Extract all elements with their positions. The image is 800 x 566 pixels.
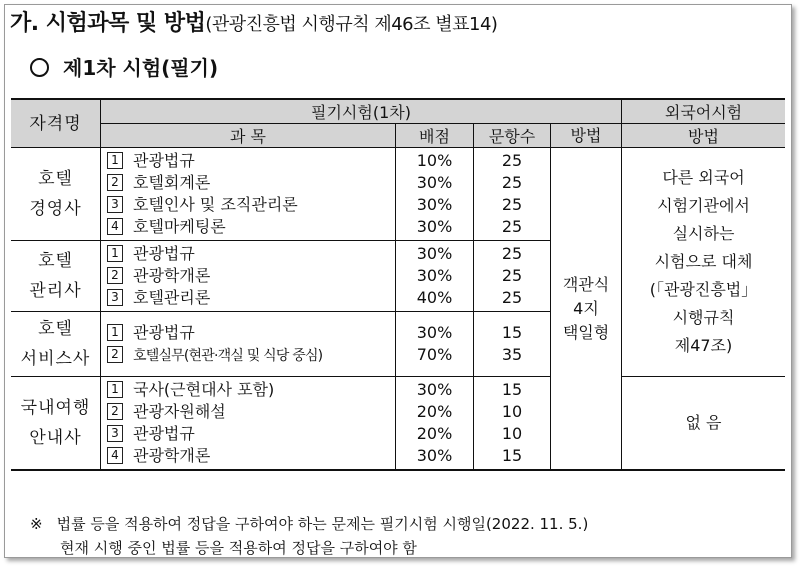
subject-item [107,265,395,287]
score-value: 10% [416,151,453,170]
score-value: 30% [416,217,453,236]
subject-item [107,243,395,265]
score-value: 70% [416,345,453,364]
header-foreign-exam: 외국어시험 [622,99,786,124]
count-list [474,148,551,241]
header-method: 방법 [551,124,622,148]
count-value: 15 [501,446,523,465]
method-cell [551,148,622,471]
score-value: 30% [416,380,453,399]
subject-item [107,445,395,467]
subject-number-box: 1 [107,381,123,398]
qualification-name-line: 서비스사 [20,349,91,369]
foreign-line: 시행규칙 [672,308,735,327]
subject-name: 호텔회계론 [133,173,211,192]
score-value: 30% [416,173,453,192]
score-list [396,312,474,377]
note-line-1: 법률 등을 적용하여 정답을 구하여야 하는 문제는 필기시험 시행일(2022. 11. 5.) [56,515,589,533]
qualification-name [11,148,101,241]
count-value: 25 [501,266,523,285]
subject-list [101,241,396,312]
foreign-none-cell: 없 음 [622,377,786,471]
score-value: 30% [416,244,453,263]
count-value: 10 [501,402,523,421]
header-written-exam: 필기시험(1차) [101,99,622,124]
qualification-name-line: 안내사 [29,428,82,448]
count-list [474,377,551,471]
count-value: 25 [501,173,523,192]
count-value: 15 [501,380,523,399]
note-mark: ※ [30,515,43,533]
score-value: 20% [416,424,453,443]
header-score: 배점 [396,124,474,148]
header-row-2 [11,124,785,148]
score-list [396,148,474,241]
subject-item [107,150,395,172]
count-value: 25 [501,151,523,170]
header-subject: 과 목 [101,124,396,148]
count-value: 35 [501,345,523,364]
subject-list [101,148,396,241]
subject-number-box: 3 [107,196,123,213]
subject-number-box: 2 [107,174,123,191]
note-line-2: 현재 시행 중인 법률 등을 적용하여 정답을 구하여야 함 [60,539,417,557]
subtitle-text: 제1차 시험(필기) [63,56,219,80]
subject-item [107,344,395,366]
foreign-line: (「관광진흥법」 [649,280,758,299]
header-foreign-method: 방법 [622,124,786,148]
subject-name: 관광자원해설 [133,402,226,421]
method-line: 객관식 [562,274,610,294]
qualification-name-line: 경영사 [29,199,82,219]
subject-item [107,322,395,344]
subject-name: 관광법규 [133,151,195,170]
qualification-name [11,312,101,377]
subject-item [107,216,395,238]
group-row [11,148,785,241]
qualification-name-line: 호텔 [38,169,73,189]
score-list [396,377,474,471]
title-source: (관광진흥법 시행규칙 제46조 별표14) [205,14,498,35]
count-list [474,241,551,312]
title-main: 가. 시험과목 및 방법 [10,11,206,36]
subject-number-box: 1 [107,245,123,262]
count-value: 25 [501,195,523,214]
subject-name: 관광법규 [133,424,195,443]
foreign-line: 시험으로 대체 [654,252,753,271]
subject-list [101,312,396,377]
foreign-line: 제47조) [674,336,733,355]
subject-list [101,377,396,471]
subject-name: 관광학개론 [133,446,211,465]
score-value: 30% [416,195,453,214]
subject-name: 국사(근현대사 포함) [133,380,275,399]
method-line: 4지 [573,298,599,318]
subject-item [107,401,395,423]
subject-number-box: 3 [107,425,123,442]
count-value: 25 [501,288,523,307]
subject-number-box: 2 [107,403,123,420]
score-value: 40% [416,288,453,307]
subject-name: 관광학개론 [133,266,211,285]
group-row [11,377,785,471]
subject-item [107,172,395,194]
exam-table [11,98,785,471]
qualification-name-line: 국내여행 [20,398,91,418]
subject-item [107,423,395,445]
count-value: 25 [501,244,523,263]
count-value: 15 [501,323,523,342]
subject-name: 관광법규 [133,244,195,263]
section-subtitle [30,52,218,81]
qualification-name-line: 호텔 [38,319,73,339]
count-value: 25 [501,217,523,236]
subject-name: 호텔관리론 [133,288,211,307]
score-value: 30% [416,266,453,285]
subject-number-box: 2 [107,267,123,284]
subject-number-box: 2 [107,346,123,363]
subject-item [107,379,395,401]
foreign-exam-cell [622,148,786,377]
subject-name: 호텔인사 및 조직관리론 [133,195,298,214]
foreign-line: 다른 외국어 [662,168,745,187]
subject-number-box: 3 [107,289,123,306]
page-title [10,6,497,37]
header-count: 문항수 [474,124,551,148]
score-list [396,241,474,312]
count-list [474,312,551,377]
header-qualification: 자격명 [11,99,101,148]
circle-bullet-icon [30,58,49,77]
subject-number-box: 1 [107,324,123,341]
footnote [30,512,588,560]
method-line: 택일형 [562,322,610,342]
subject-item [107,287,395,309]
subject-name: 호텔마케팅론 [133,217,226,236]
subject-name: 호텔실무(현관·객실 및 식당 중심) [133,348,323,364]
qualification-name-line: 호텔 [38,251,73,271]
subject-number-box: 4 [107,218,123,235]
foreign-line: 실시하는 [672,224,735,243]
score-value: 20% [416,402,453,421]
score-value: 30% [416,446,453,465]
foreign-line: 시험기관에서 [657,196,750,215]
qualification-name [11,377,101,471]
subject-name: 관광법규 [133,323,195,342]
subject-number-box: 4 [107,447,123,464]
count-value: 10 [501,424,523,443]
score-value: 30% [416,323,453,342]
subject-item [107,194,395,216]
qualification-name-line: 관리사 [29,281,82,301]
subject-number-box: 1 [107,152,123,169]
qualification-name [11,241,101,312]
header-row-1 [11,99,785,124]
